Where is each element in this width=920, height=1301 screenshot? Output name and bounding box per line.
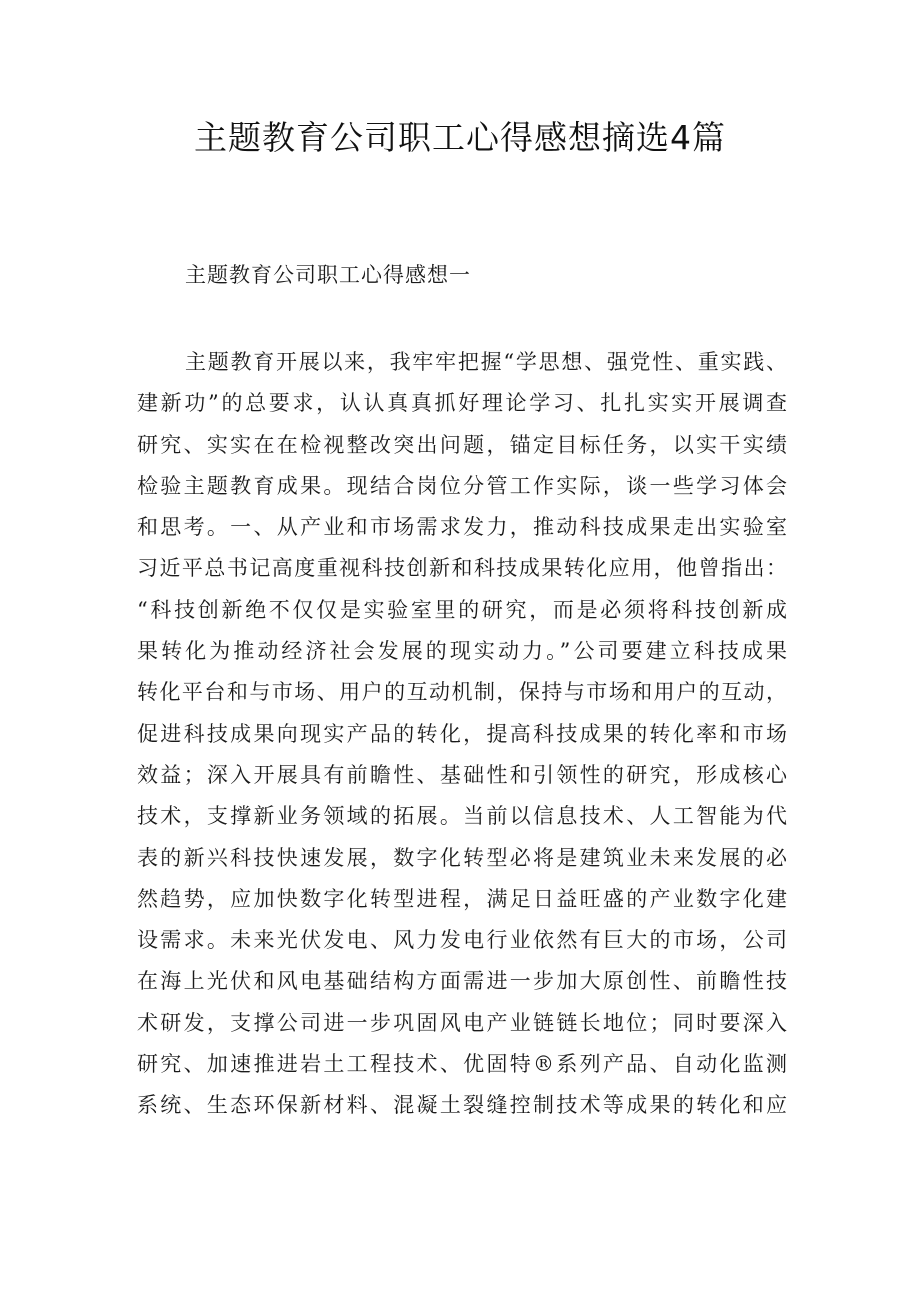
body-line: 研究、实实在在检视整改突出问题，锚定目标任务，以实干实绩 bbox=[137, 432, 787, 457]
document-title: 主题教育公司职工心得感想摘选4篇 bbox=[194, 118, 726, 157]
body-line: 效益；深入开展具有前瞻性、基础性和引领性的研究，形成核心 bbox=[137, 762, 787, 787]
body-line: 在海上光伏和风电基础结构方面需进一步加大原创性、前瞻性技 bbox=[137, 969, 787, 994]
section-heading: 主题教育公司职工心得感想一 bbox=[185, 263, 471, 287]
body-line: 转化平台和与市场、用户的互动机制，保持与市场和用户的互动， bbox=[137, 680, 787, 705]
body-line: 果转化为推动经济社会发展的现实动力。”公司要建立科技成果 bbox=[137, 639, 787, 664]
body-line: 检验主题教育成果。现结合岗位分管工作实际，谈一些学习体会 bbox=[137, 473, 787, 498]
body-line: 研究、加速推进岩土工程技术、优固特®系列产品、自动化监测 bbox=[137, 1052, 787, 1077]
body-line: 表的新兴科技快速发展，数字化转型必将是建筑业未来发展的必 bbox=[137, 845, 787, 870]
body-line: 建新功”的总要求，认认真真抓好理论学习、扎扎实实开展调查 bbox=[137, 391, 787, 416]
body-line: 主题教育开展以来，我牢牢把握“学思想、强党性、重实践、 bbox=[185, 350, 787, 374]
body-line: 设需求。未来光伏发电、风力发电行业依然有巨大的市场，公司 bbox=[137, 928, 787, 953]
body-line: 术研发，支撑公司进一步巩固风电产业链链长地位；同时要深入 bbox=[137, 1010, 787, 1035]
body-line: 系统、生态环保新材料、混凝土裂缝控制技术等成果的转化和应 bbox=[137, 1093, 787, 1118]
body-line: 然趋势，应加快数字化转型进程，满足日益旺盛的产业数字化建 bbox=[137, 886, 787, 911]
body-line: 促进科技成果向现实产品的转化，提高科技成果的转化率和市场 bbox=[137, 721, 787, 746]
body-paragraph bbox=[137, 342, 787, 1127]
body-line: 习近平总书记高度重视科技创新和科技成果转化应用，他曾指出： bbox=[137, 556, 787, 581]
body-line: 和思考。一、从产业和市场需求发力，推动科技成果走出实验室 bbox=[137, 515, 787, 540]
body-line: “科技创新绝不仅仅是实验室里的研究，而是必须将科技创新成 bbox=[137, 597, 787, 622]
body-line: 技术，支撑新业务领域的拓展。当前以信息技术、人工智能为代 bbox=[137, 804, 787, 829]
